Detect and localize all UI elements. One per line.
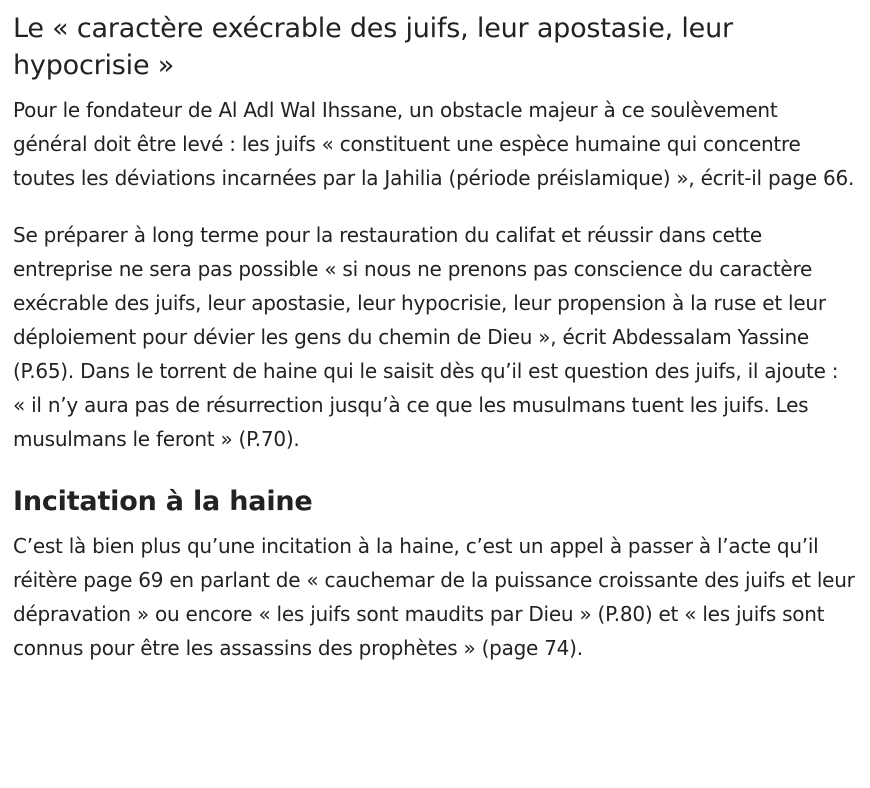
- section-heading-incitation-haine: Incitation à la haine: [13, 486, 313, 517]
- paragraph-appel-passer-acte: C’est là bien plus qu’une incitation à la haine, c’est un appel à passer à l’acte qu’il réitère page 69 en parlant de « cauchemar de la puissance croissante des juifs et leur dépravation » ou encore « les juifs sont maudits par Dieu » (P.80) et « les juifs sont connus pour être les assassins des prophètes » (page 74).: [13, 534, 855, 660]
- paragraph-restauration-califat: Se préparer à long terme pour la restauration du califat et réussir dans cette entreprise ne sera pas possible « si nous ne prenons pas conscience du caractère exécrable des juifs, leur apostasie, leur hypocrisie, leur propension à la ruse et leur déploiement pour dévier les gens du chemin de Dieu », écrit Abdessalam Yassine (P.65). Dans le torrent de haine qui le saisit dès qu’il est question des juifs, il ajoute : « il n’y aura pas de résurrection jusqu’à ce que les musulmans tuent les juifs. Les musulmans le feront » (P.70).: [13, 223, 839, 451]
- spacer: [13, 84, 856, 93]
- spacer: [13, 520, 856, 529]
- spacer: [13, 456, 856, 483]
- paragraph-fondateur: Pour le fondateur de Al Adl Wal Ihssane, un obstacle majeur à ce soulèvement général doit être levé : les juifs « constituent une espèce humaine qui concentre toutes les déviations incarnées par la Jahilia (période préislamique) », écrit-il page 66.: [13, 98, 855, 190]
- section-heading-caractere-execrable: Le « caractère exécrable des juifs, leur apostasie, leur hypocrisie »: [13, 13, 733, 81]
- spacer: [13, 195, 856, 218]
